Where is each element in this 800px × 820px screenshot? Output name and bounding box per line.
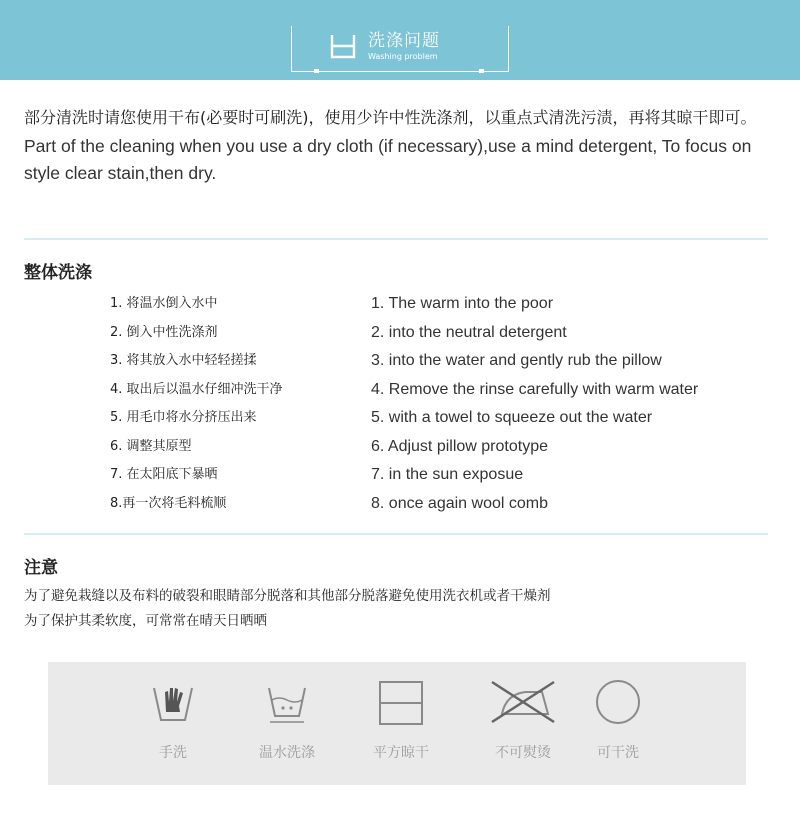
title-text xyxy=(368,30,440,62)
step-cn: 6. 调整其原型 xyxy=(110,438,192,454)
care-item-no-iron xyxy=(478,678,568,762)
hand-wash-icon xyxy=(148,678,198,726)
warm-water-wash-icon xyxy=(262,678,312,726)
basin-icon xyxy=(328,31,358,61)
page-title: 洗涤问题 xyxy=(368,31,440,51)
notice-block xyxy=(24,584,551,634)
no-iron-icon xyxy=(488,678,558,726)
title-block xyxy=(328,30,440,62)
step-cn: 5. 用毛巾将水分挤压出来 xyxy=(110,410,257,425)
step-en: 7. in the sun exposue xyxy=(371,466,524,483)
step-cn: 2. 倒入中性洗涤剂 xyxy=(110,324,218,340)
care-label: 不可熨烫 xyxy=(495,745,551,761)
step-en: 1. The warm into the poor xyxy=(371,295,554,312)
step-en: 4. Remove the rinse carefully with warm water xyxy=(371,380,699,398)
dry-clean-icon xyxy=(593,678,643,726)
page-subtitle: Washing problem xyxy=(368,52,438,61)
care-item-dry-clean xyxy=(573,678,663,762)
intro-text-en: Part of the cleaning when you use a dry cloth (if necessary),use a mind detergent, To focus on style clear stain,then dry. xyxy=(24,136,752,183)
step-cn: 4. 取出后以温水仔细冲洗干净 xyxy=(110,381,283,397)
intro-text-cn: 部分清洗时请您使用干布(必要时可刷洗)，使用少许中性洗涤剂，以重点式清洗污渍，再将其晾干即可。 xyxy=(24,108,757,127)
notice-line: 为了保护其柔软度，可常常在晴天日晒晒 xyxy=(24,613,267,629)
intro-block xyxy=(24,106,784,187)
care-icons-panel xyxy=(48,662,746,785)
header-banner xyxy=(0,0,800,80)
divider xyxy=(24,533,768,535)
care-label: 手洗 xyxy=(159,745,187,761)
frame-tick-right xyxy=(479,69,484,73)
step-cn: 1. 将温水倒入水中 xyxy=(110,296,218,311)
care-item-dry-flat xyxy=(356,678,446,762)
step-cn: 7. 在太阳底下暴晒 xyxy=(110,467,218,482)
step-en: 2. into the neutral detergent xyxy=(371,323,567,341)
title-frame xyxy=(291,26,509,72)
care-label: 可干洗 xyxy=(597,745,639,761)
wash-section-title: 整体洗涤 xyxy=(24,263,92,283)
step-cn: 8.再一次将毛料梳顺 xyxy=(110,495,227,511)
divider xyxy=(24,238,768,240)
care-label: 温水洗涤 xyxy=(259,745,315,761)
step-en: 8. once again wool comb xyxy=(371,494,548,512)
wash-steps-en xyxy=(371,292,698,520)
step-cn: 3. 将其放入水中轻轻搓揉 xyxy=(110,353,257,368)
notice-section-title: 注意 xyxy=(24,558,58,578)
frame-tick-left xyxy=(314,69,319,73)
step-en: 6. Adjust pillow prototype xyxy=(371,437,548,455)
care-label: 平方晾干 xyxy=(373,745,429,761)
step-en: 3. into the water and gently rub the pillow xyxy=(371,352,662,369)
care-item-hand-wash xyxy=(128,678,218,762)
dry-flat-icon xyxy=(376,678,426,726)
wash-steps-cn xyxy=(110,292,283,520)
care-item-warm-wash xyxy=(242,678,332,762)
notice-line: 为了避免栽缝以及布料的破裂和眼睛部分脱落和其他部分脱落避免使用洗衣机或者干燥剂 xyxy=(24,588,551,604)
step-en: 5. with a towel to squeeze out the water xyxy=(371,409,653,426)
